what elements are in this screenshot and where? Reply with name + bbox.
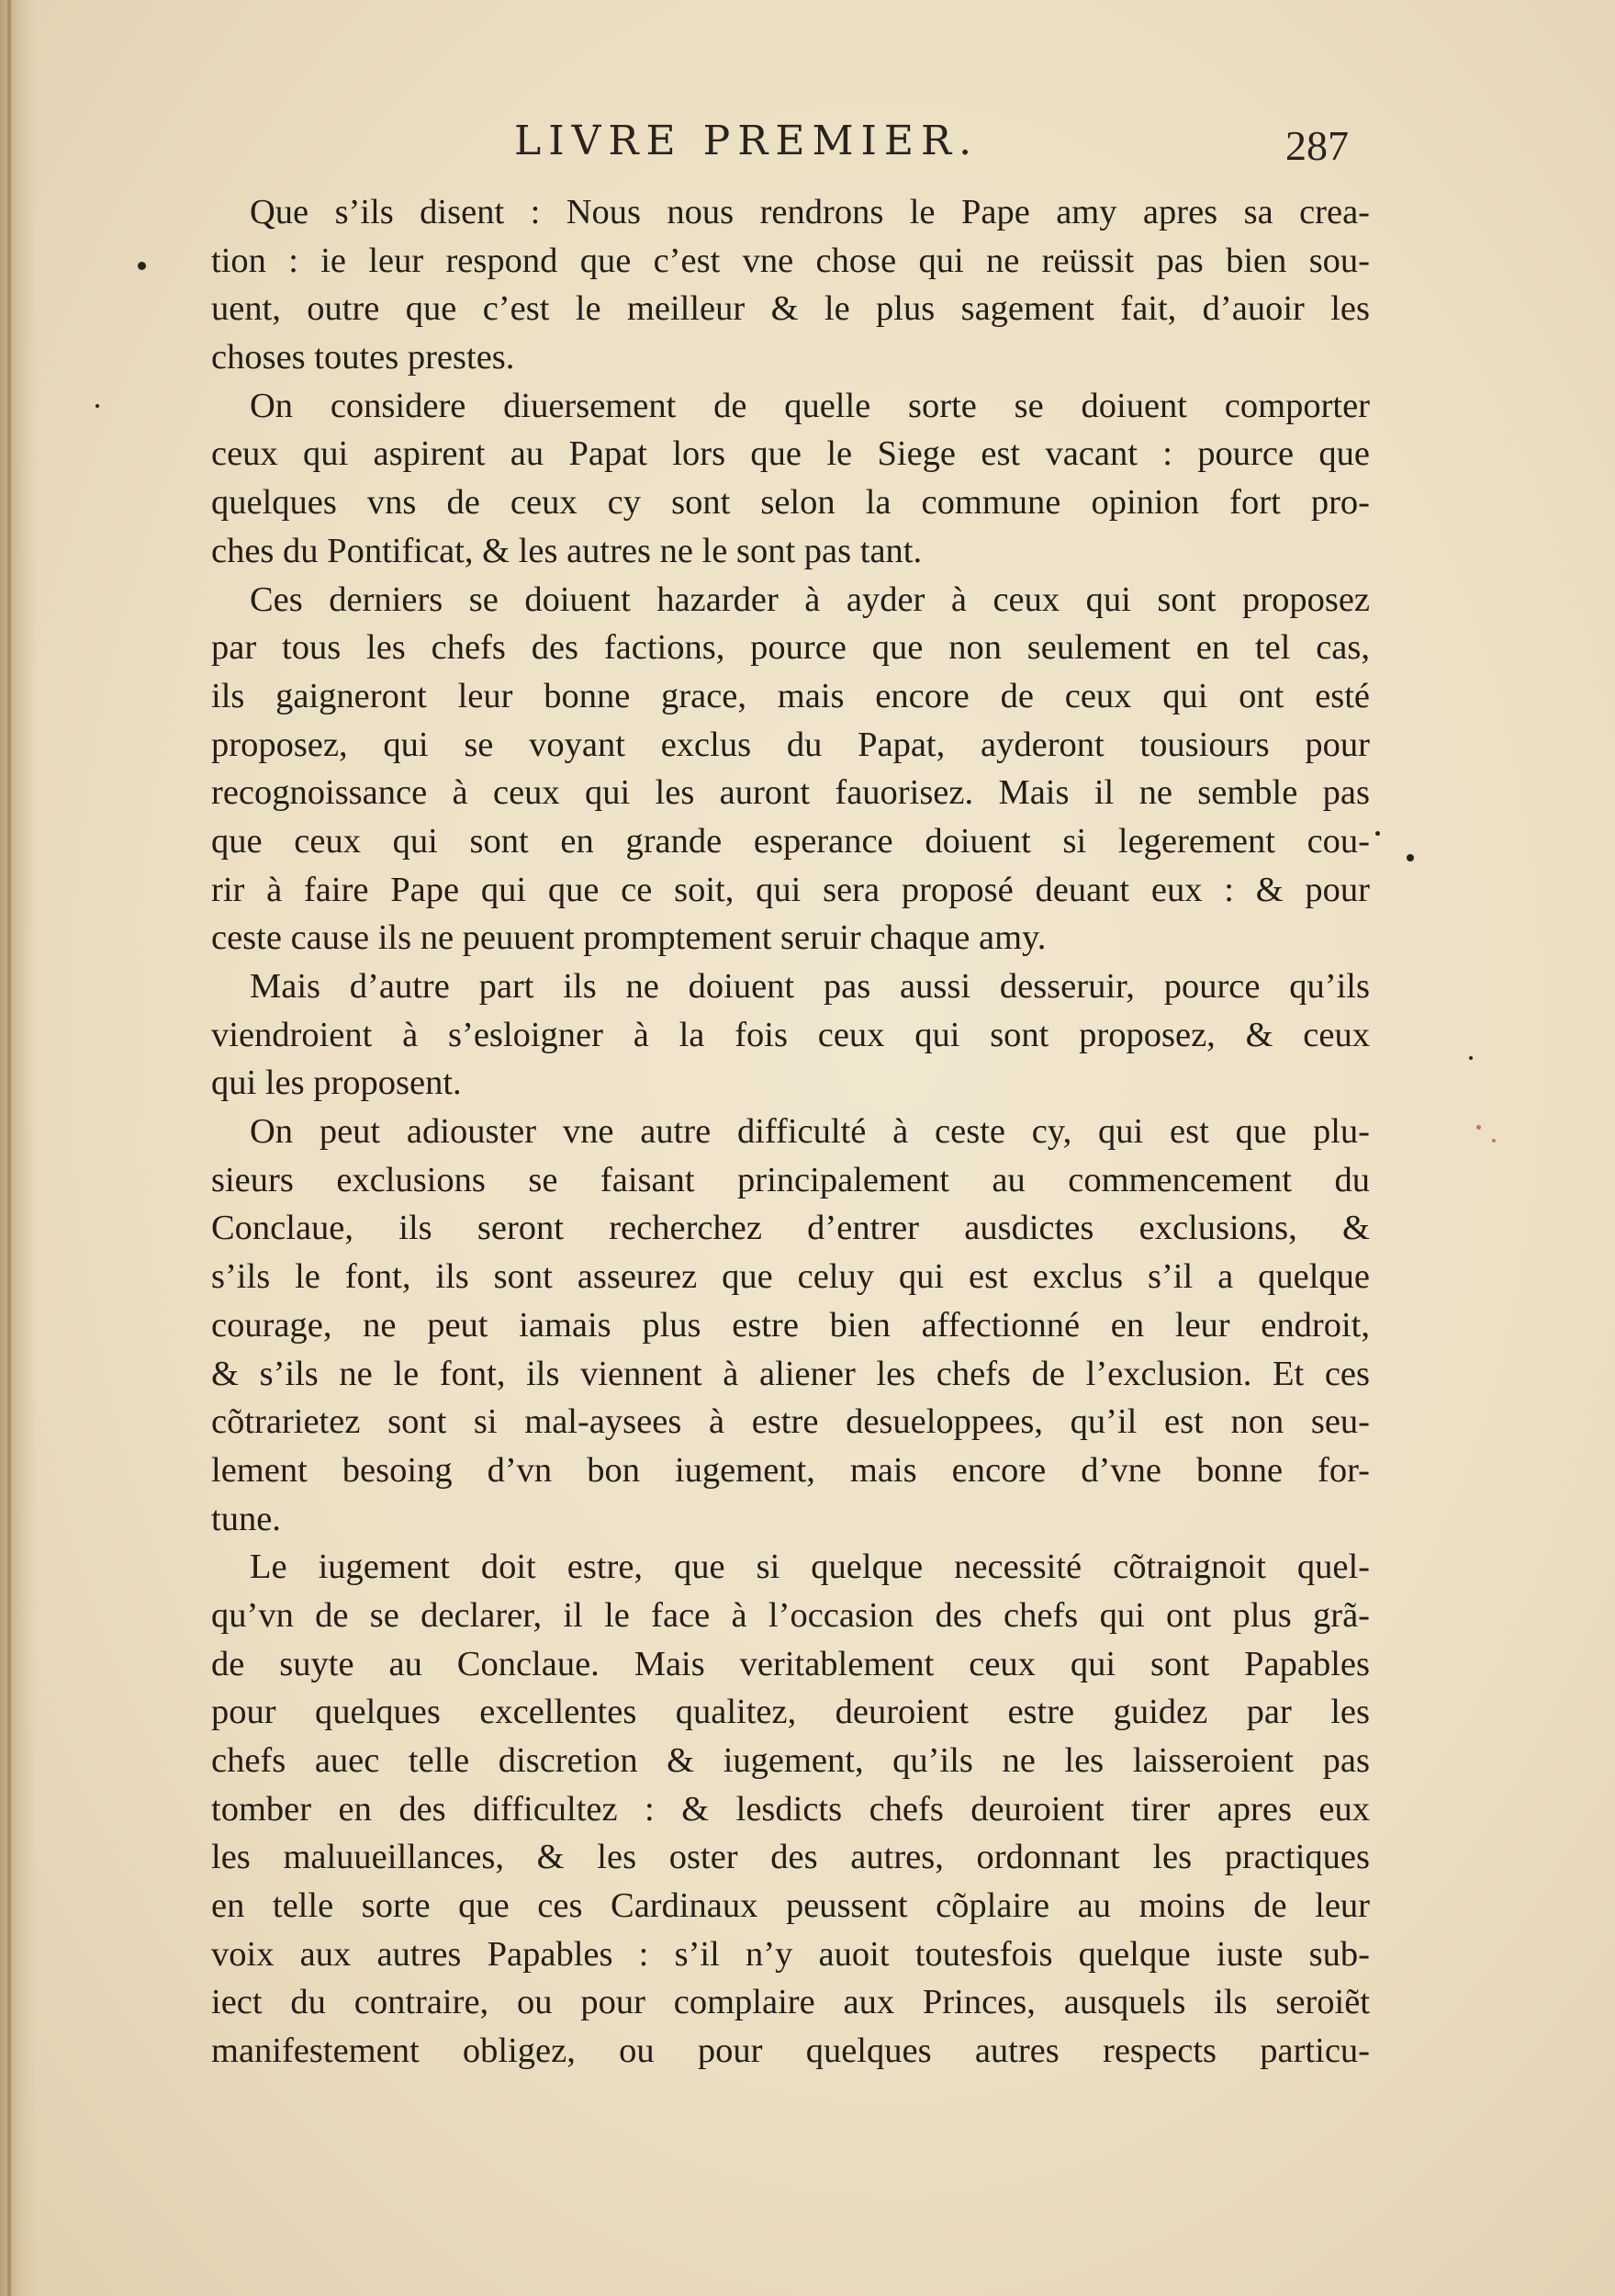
text-line: par tous les chefs des factions, pource que non seulement en tel cas, (211, 628, 1370, 668)
text-line: les maluueillances, & les oster des autres, ordonnant les practiques (211, 1838, 1370, 1877)
text-line: rir à faire Pape qui que ce soit, qui sera proposé deuant eux : & pour (211, 870, 1370, 909)
ink-speck (1469, 1056, 1473, 1060)
page-number: 287 (1285, 122, 1349, 169)
text-line: tune. (211, 1499, 281, 1538)
ink-speck (1407, 854, 1414, 861)
ink-speck (95, 404, 99, 408)
text-line: voix aux autres Papables : s’il n’y auoit toutesfois quelque iuste sub- (211, 1934, 1370, 1974)
text-line: s’ils le font, ils sont asseurez que celuy qui est exclus s’il a quelque (211, 1257, 1370, 1297)
text-line: On considere diuersement de quelle sorte se doiuent comporter (250, 386, 1370, 425)
text-line: recognoissance à ceux qui les auront fauorisez. Mais il ne semble pas (211, 773, 1370, 813)
text-line: qu’vn de se declarer, il le face à l’occasion des chefs qui ont plus grã- (211, 1595, 1370, 1635)
text-line: ils gaigneront leur bonne grace, mais encore de ceux qui ont esté (211, 676, 1370, 715)
text-line: uent, outre que c’est le meilleur & le plus sagement fait, d’auoir les (211, 289, 1370, 329)
text-line: de suyte au Conclaue. Mais veritablement ceux qui sont Papables (211, 1644, 1370, 1683)
text-line: pour quelques excellentes qualitez, deuroient estre guidez par les (211, 1693, 1370, 1732)
text-line: chefs auec telle discretion & iugement, qu’ils ne les laisseroient pas (211, 1741, 1370, 1780)
text-line: proposez, qui se voyant exclus du Papat, ayderont tousiours pour (211, 725, 1370, 764)
text-line: On peut adiouster vne autre difficulté à ceste cy, qui est que plu- (250, 1112, 1370, 1152)
text-line: ceste cause ils ne peuuent promptement seruir chaque amy. (211, 918, 1047, 958)
text-line: sieurs exclusions se faisant principalement au commencement du (211, 1160, 1370, 1199)
body-text (211, 188, 1370, 2076)
red-stain (1476, 1125, 1481, 1130)
text-line: viendroient à s’esloigner à la fois ceux qui sont proposez, & ceux (211, 1015, 1370, 1054)
text-line: Mais d’autre part ils ne doiuent pas aussi desseruir, pource qu’ils (250, 967, 1370, 1006)
text-line: ches du Pontificat, & les autres ne le sont pas tant. (211, 531, 923, 570)
ink-speck (1375, 831, 1380, 836)
running-title: LIVRE PREMIER. (514, 118, 980, 164)
text-line: Conclaue, ils seront recherchez d’entrer ausdictes exclusions, & (211, 1209, 1370, 1248)
text-line: cõtrarietez sont si mal-aysees à estre desueloppees, qu’il est non seu- (211, 1402, 1370, 1442)
red-stain (1492, 1139, 1496, 1142)
text-line: Que s’ils disent : Nous nous rendrons le Pape amy apres sa crea- (250, 193, 1370, 231)
text-line: choses toutes prestes. (211, 338, 515, 377)
text-line: en telle sorte que ces Cardinaux peussent cõplaire au moins de leur (211, 1886, 1370, 1926)
page-header (0, 118, 1615, 191)
text-line: manifestement obligez, ou pour quelques autres respects particu- (211, 2032, 1370, 2071)
text-line: que ceux qui sont en grande esperance doiuent si legerement cou- (211, 821, 1370, 861)
binding-edge (7, 0, 11, 2296)
text-line: tion : ie leur respond que c’est vne chose qui ne reüssit pas bien sou- (211, 241, 1370, 280)
text-line: Le iugement doit estre, que si quelque necessité cõtraignoit quel- (250, 1548, 1370, 1587)
text-line: courage, ne peut iamais plus estre bien affectionné en leur endroit, (211, 1305, 1370, 1345)
page-gutter-shadow (0, 0, 37, 2296)
text-line: lement besoing d’vn bon iugement, mais encore d’vne bonne for- (211, 1450, 1370, 1490)
text-line: Ces derniers se doiuent hazarder à ayder à ceux qui sont proposez (250, 580, 1370, 619)
text-line: tomber en des difficultez : & lesdicts chefs deuroient tirer apres eux (211, 1789, 1370, 1829)
text-line: qui les proposent. (211, 1064, 462, 1103)
text-line: quelques vns de ceux cy sont selon la commune opinion fort pro- (211, 483, 1370, 523)
text-line: iect du contraire, ou pour complaire aux Princes, ausquels ils seroiẽt (211, 1983, 1370, 2022)
text-line: ceux qui aspirent au Papat lors que le Siege est vacant : pource que (211, 434, 1370, 474)
text-line: & s’ils ne le font, ils viennent à aliener les chefs de l’exclusion. Et ces (211, 1354, 1370, 1393)
ink-speck (138, 262, 146, 270)
